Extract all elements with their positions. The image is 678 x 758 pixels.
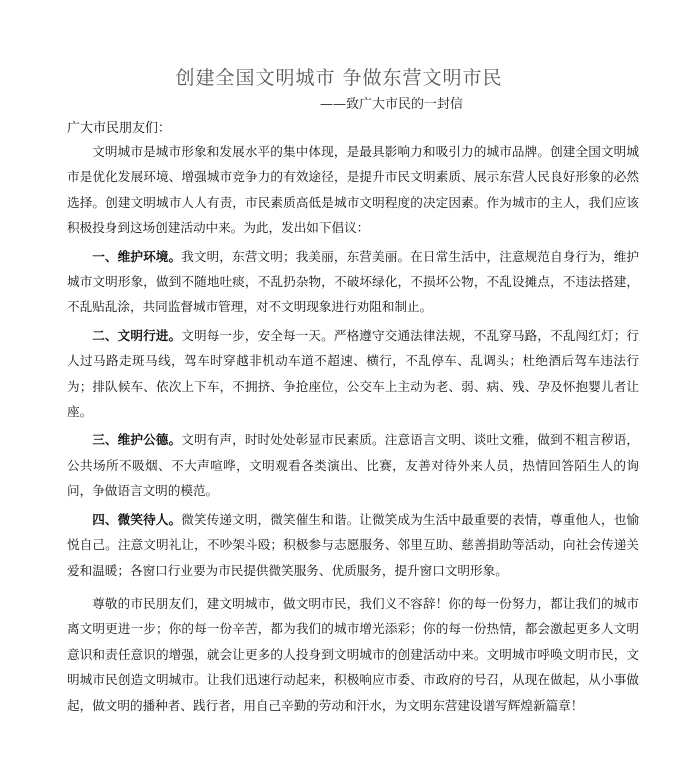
proposal-item	[67, 507, 639, 583]
proposal-item	[67, 244, 639, 320]
proposal-heading: 二、文明行进。	[92, 327, 182, 343]
letter-body	[67, 139, 639, 718]
proposal-heading: 三、维护公德。	[92, 432, 182, 448]
letter-title: 创建全国文明城市 争做东营文明市民	[175, 67, 503, 89]
proposal-text: 微笑传递文明，微笑催生和谐。让微笑成为生活中最重要的表情，尊重他人，也愉悦自己。注意文明礼让，不吵架斗殴；积极参与志愿服务、邻里互助、慈善捐助等活动，向社会传递关爱和温暖；各窗口行业要为市民提供微笑服务、优质服务，提升窗口文明形象。	[67, 511, 640, 578]
proposal-heading: 一、维护环境。	[92, 248, 182, 264]
proposal-item	[67, 323, 639, 425]
proposal-item	[67, 427, 639, 503]
proposal-heading: 四、微笑待人。	[92, 511, 182, 527]
intro-paragraph: 文明城市是城市形象和发展水平的集中体现，是最具影响力和吸引力的城市品牌。创建全国文明城市是优化发展环境、增强城市竞争力的有效途径，是提升市民文明素质、展示东营人民良好形象的必然选择。创建文明城市人人有责，市民素质高低是城市文明程度的决定因素。作为城市的主人，我们应该积极投身到这场创建活动中来。为此，发出如下倡议：	[67, 144, 639, 236]
proposal-text: 我文明，东营文明；我美丽，东营美丽。在日常生活中，注意规范自身行为，维护城市文明形象，做到不随地吐痰，不乱扔杂物，不破坏绿化，不损坏公物，不乱设摊点，不违法搭建，不乱贴乱涂，共同监督城市管理，对不文明现象进行劝阻和制止。	[67, 248, 640, 315]
letter-subtitle: ——致广大市民的一封信	[319, 97, 463, 112]
proposal-text: 文明有声，时时处处彰显市民素质。注意语言文明、谈吐文雅，做到不粗言秽语，公共场所不吸烟、不大声喧哗，文明观看各类演出、比赛，友善对待外来人员，热情回答陌生人的询问，争做语言文明的模范。	[67, 432, 640, 499]
salutation: 广大市民朋友们：	[67, 121, 172, 136]
proposal-text: 文明每一步，安全每一天。严格遵守交通法律法规，不乱穿马路，不乱闯红灯；行人过马路走斑马线，驾车时穿越非机动车道不超速、横行，不乱停车、乱调头；杜绝酒后驾车违法行为；排队候车、依次上下车，不拥挤、争抢座位，公交车上主动为老、弱、病、残、孕及怀抱婴儿者让座。	[67, 327, 640, 420]
closing-paragraph: 尊敬的市民朋友们，建文明城市，做文明市民，我们义不容辞！你的每一份努力，都让我们的城市离文明更进一步；你的每一份辛苦，都为我们的城市增光添彩；你的每一份热情，都会激起更多人文明意识和责任意识的增强，就会让更多的人投身到文明城市的创建活动中来。文明城市呼唤文明市民，文明城市民创造文明城市。让我们迅速行动起来，积极响应市委、市政府的号召，从现在做起，从小事做起，做文明的播种者、践行者，用自己辛勤的劳动和汗水，为文明东营建设谱写辉煌新篇章！	[67, 595, 639, 713]
